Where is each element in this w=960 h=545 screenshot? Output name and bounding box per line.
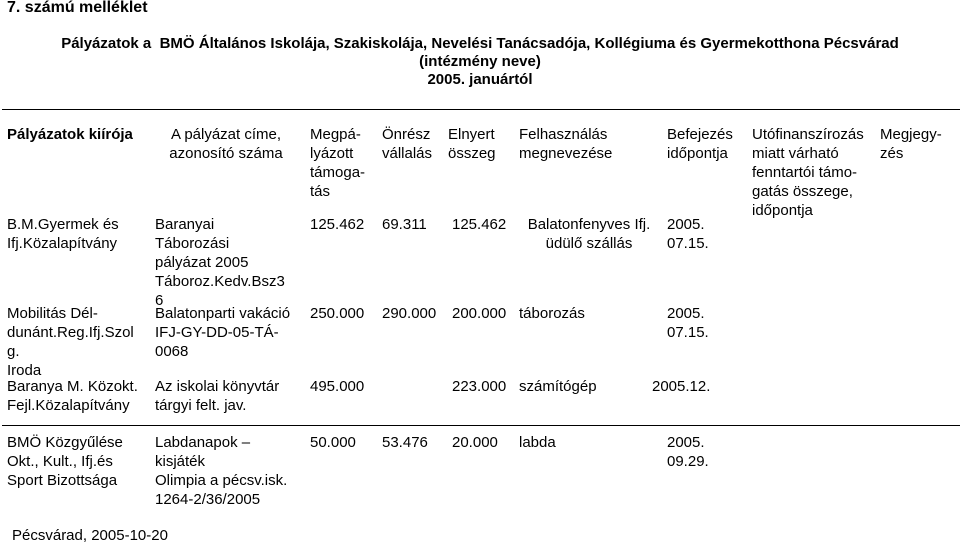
header-won-amount: Elnyert összeg [448, 126, 496, 162]
cell-usage: Balatonfenyves Ifj. üdülő szállás [527, 216, 651, 252]
document-title: Pályázatok a BMÖ Általános Iskolája, Szakiskolája, Nevelési Tanácsadója, Kollégiuma és Gyermekotthona Pécsvárad [61, 35, 899, 52]
table-bottom-rule [2, 425, 960, 426]
cell-won-amount: 200.000 [452, 305, 507, 322]
cell-end-date: 2005. 07.15. [667, 305, 709, 341]
cell-issuer: B.M.Gyermek és Ifj.Közalapítvány [7, 216, 119, 252]
cell-title-id: Baranyai Táborozási pályázat 2005 Táboroz.Kedv.Bsz3 6 [155, 216, 285, 309]
cell-own-share: 290.000 [382, 305, 437, 322]
cell-issuer: BMÖ Közgyűlése Okt., Kult., Ifj.és Sport Bizottsága [7, 434, 123, 489]
institution-note: (intézmény neve) [419, 53, 541, 70]
cell-won-amount: 20.000 [452, 434, 498, 451]
cell-awarded: 495.000 [310, 378, 365, 395]
cell-awarded: 125.462 [310, 216, 365, 233]
header-title-id: A pályázat címe, azonosító száma [169, 126, 283, 162]
cell-own-share: 53.476 [382, 434, 428, 451]
header-usage: Felhasználás megnevezése [519, 126, 613, 162]
cell-title-id: Balatonparti vakáció IFJ-GY-DD-05-TÁ- 0068 [155, 305, 291, 360]
cell-end-date: 2005. 09.29. [667, 434, 709, 470]
place-date: Pécsvárad, 2005-10-20 [12, 527, 168, 544]
cell-title-id: Labdanapok – kisjáték Olimpia a pécsv.isk. 1264-2/36/2005 [155, 434, 288, 508]
cell-usage: számítógép [519, 378, 597, 395]
header-note: Megjegy- zés [880, 126, 942, 162]
cell-title-id: Az iskolai könyvtár tárgyi felt. jav. [155, 378, 280, 414]
cell-usage: táborozás [519, 305, 585, 322]
cell-won-amount: 125.462 [452, 216, 507, 233]
start-date: 2005. januártól [427, 71, 533, 88]
header-post-financing: Utófinanszírozás miatt várható fenntartói támo- gatás összege, időpontja [752, 126, 864, 219]
annex-label: 7. számú melléklet [7, 0, 148, 16]
cell-issuer: Mobilitás Dél- dunánt.Reg.Ifj.Szol g. Iroda [7, 305, 134, 379]
cell-issuer: Baranya M. Közokt. Fejl.Közalapítvány [7, 378, 138, 414]
cell-usage: labda [519, 434, 556, 451]
cell-own-share: 69.311 [382, 216, 427, 233]
header-awarded: Megpá- lyázott támoga- tás [310, 126, 366, 200]
cell-awarded: 50.000 [310, 434, 356, 451]
table-top-rule [2, 109, 960, 110]
cell-end-date: 2005.12. [652, 378, 711, 395]
cell-awarded: 250.000 [310, 305, 365, 322]
cell-end-date: 2005. 07.15. [667, 216, 709, 252]
header-issuer: Pályázatok kiírója [7, 126, 133, 143]
header-end-date: Befejezés időpontja [667, 126, 733, 162]
header-own-share: Önrész vállalás [382, 126, 433, 162]
cell-won-amount: 223.000 [452, 378, 507, 395]
